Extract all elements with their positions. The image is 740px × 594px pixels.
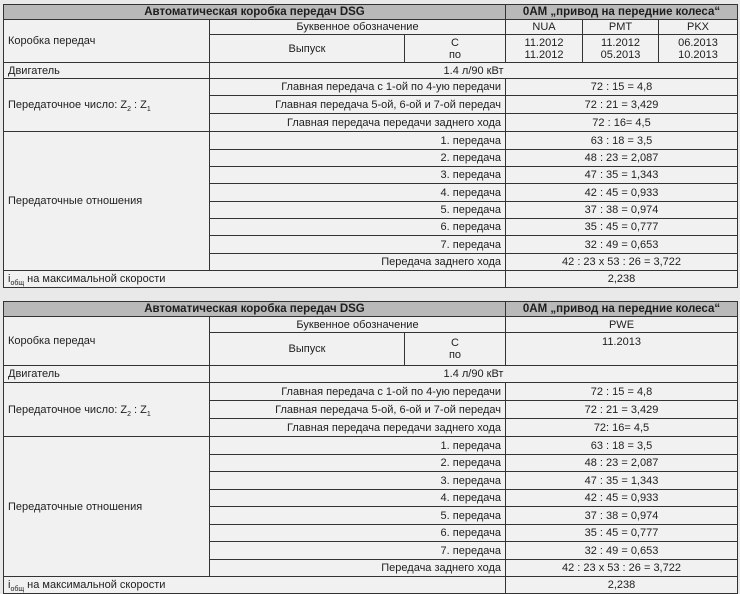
itotal-label	[4, 271, 506, 288]
itotal-value: 2,238	[506, 577, 738, 594]
itotal-sub: общ	[10, 586, 25, 594]
release-dates	[506, 35, 583, 63]
gear-value: 32 : 49 = 0,653	[506, 542, 738, 560]
from-date: 11.2012	[524, 36, 564, 49]
from-to-label	[405, 333, 506, 366]
gearbox-spec-table-1	[3, 4, 738, 288]
gear-label: 1. передача	[210, 132, 506, 150]
gearbox-label: Коробка передач	[4, 317, 210, 366]
gear-label: 2. передача	[210, 455, 506, 472]
code-cell: NUA	[506, 20, 583, 35]
letter-code-label: Буквенное обозначение	[210, 317, 506, 333]
ratio-label	[4, 383, 210, 437]
table-header-row	[4, 302, 738, 317]
ratio-label-sub: 2	[127, 410, 131, 418]
itotal-label	[4, 577, 506, 594]
itotal-symbol: i	[8, 579, 11, 591]
gear-value: 42 : 23 x 53 : 26 = 3,722	[506, 560, 738, 577]
final-drive-label: Главная передача 5-ой, 6-ой и 7-ой передач	[210, 96, 506, 114]
final-drive-value: 72 : 15 = 4,8	[506, 383, 738, 401]
table-title-left: Автоматическая коробка передач DSG	[4, 302, 506, 317]
gear-value: 48 : 23 = 2,087	[506, 150, 738, 167]
release-dates	[506, 333, 738, 366]
engine-label: Двигатель	[4, 366, 210, 383]
table-row	[4, 132, 738, 150]
final-drive-value: 72 : 15 = 4,8	[506, 79, 738, 96]
gear-value: 63 : 18 = 3,5	[506, 437, 738, 455]
gear-value: 42 : 45 = 0,933	[506, 184, 738, 202]
gear-value: 42 : 23 x 53 : 26 = 3,722	[506, 254, 738, 271]
table-row	[4, 271, 738, 288]
from-date: 06.2013	[678, 36, 718, 49]
ratio-label-sub: 1	[146, 106, 151, 114]
final-drive-label: Главная передача с 1-ой по 4-ую передачи	[210, 79, 506, 96]
gear-label: 5. передача	[210, 202, 506, 219]
gear-ratios-label: Передаточные отношения	[4, 437, 210, 577]
from-date: 11.2013	[602, 336, 641, 348]
gear-value: 37 : 38 = 0,974	[506, 507, 738, 525]
to-label: по	[448, 48, 462, 61]
gear-label: 3. передача	[210, 167, 506, 184]
release-label: Выпуск	[210, 333, 405, 366]
gear-label: Передача заднего хода	[210, 560, 506, 577]
from-to-label	[405, 35, 506, 63]
to-date: 05.2013	[600, 48, 641, 61]
ratio-label-sub: 2	[127, 106, 131, 114]
table-row	[4, 366, 738, 383]
gear-value: 48 : 23 = 2,087	[506, 455, 738, 472]
table-row	[4, 437, 738, 455]
final-drive-value: 72 : 21 = 3,429	[506, 401, 738, 419]
from-date: 11.2012	[601, 36, 640, 49]
itotal-sub: общ	[10, 280, 25, 288]
gearbox-label: Коробка передач	[4, 20, 210, 63]
gear-label: 6. передача	[210, 219, 506, 236]
final-drive-label: Главная передача передачи заднего хода	[210, 114, 506, 132]
letter-code-label: Буквенное обозначение	[210, 20, 506, 35]
to-date: 10.2013	[678, 48, 718, 61]
table-title-right: 0AM „привод на передние колеса“	[506, 302, 738, 317]
table-row	[4, 383, 738, 401]
gear-label: 4. передача	[210, 490, 506, 507]
gear-ratios-label: Передаточные отношения	[4, 132, 210, 271]
gear-value: 35 : 45 = 0,777	[506, 525, 738, 542]
to-date: 11.2012	[524, 48, 564, 61]
from-label: С	[451, 36, 459, 49]
gear-label: 7. передача	[210, 542, 506, 560]
release-dates	[583, 35, 659, 63]
table-row	[4, 317, 738, 333]
ratio-label-text: : Z	[130, 99, 147, 111]
gear-value: 37 : 38 = 0,974	[506, 202, 738, 219]
final-drive-value: 72 : 16= 4,5	[506, 114, 738, 132]
itotal-value: 2,238	[506, 271, 738, 288]
table-row	[4, 79, 738, 96]
engine-value: 1.4 л/90 кВт	[210, 366, 738, 383]
final-drive-value: 72 : 21 = 3,429	[506, 96, 738, 114]
table-row	[4, 20, 738, 35]
gear-label: 7. передача	[210, 236, 506, 254]
final-drive-label: Главная передача с 1-ой по 4-ую передачи	[210, 383, 506, 401]
final-drive-label: Главная передача передачи заднего хода	[210, 419, 506, 437]
code-cell: PWE	[506, 317, 738, 333]
gear-value: 47 : 35 = 1,343	[506, 472, 738, 490]
gear-label: 4. передача	[210, 184, 506, 202]
table-title-right: 0AM „привод на передние колеса“	[506, 5, 738, 20]
table-header-row	[4, 5, 738, 20]
itotal-text: на максимальной скорости	[24, 579, 166, 591]
ratio-label-text: Передаточное число: Z	[8, 99, 128, 111]
gear-label: 1. передача	[210, 437, 506, 455]
to-label: по	[448, 349, 462, 361]
itotal-text: на максимальной скорости	[24, 273, 166, 285]
gearbox-spec-table-2	[3, 301, 738, 594]
table-title-left: Автоматическая коробка передач DSG	[4, 5, 506, 20]
gear-value: 47 : 35 = 1,343	[506, 167, 738, 184]
ratio-label-sub: 1	[146, 410, 151, 418]
from-label: С	[451, 337, 459, 349]
gear-label: 2. передача	[210, 150, 506, 167]
engine-value: 1.4 л/90 кВт	[210, 63, 738, 79]
code-cell: PKX	[659, 20, 738, 35]
ratio-label-text: Передаточное число: Z	[8, 403, 128, 416]
table-row	[4, 63, 738, 79]
gear-value: 32 : 49 = 0,653	[506, 236, 738, 254]
gear-value: 35 : 45 = 0,777	[506, 219, 738, 236]
gear-label: 6. передача	[210, 525, 506, 542]
final-drive-value: 72: 16= 4,5	[506, 419, 738, 437]
release-label: Выпуск	[210, 35, 405, 63]
release-dates	[659, 35, 738, 63]
code-cell: PMT	[583, 20, 659, 35]
table-row	[4, 577, 738, 594]
engine-label: Двигатель	[4, 63, 210, 79]
final-drive-label: Главная передача 5-ой, 6-ой и 7-ой передач	[210, 401, 506, 419]
gear-value: 63 : 18 = 3,5	[506, 132, 738, 150]
ratio-label-text: : Z	[130, 403, 147, 416]
itotal-symbol: i	[8, 273, 11, 285]
gear-value: 42 : 45 = 0,933	[506, 490, 738, 507]
gear-label: 3. передача	[210, 472, 506, 490]
gear-label: Передача заднего хода	[210, 254, 506, 271]
ratio-label	[4, 79, 210, 132]
gear-label: 5. передача	[210, 507, 506, 525]
